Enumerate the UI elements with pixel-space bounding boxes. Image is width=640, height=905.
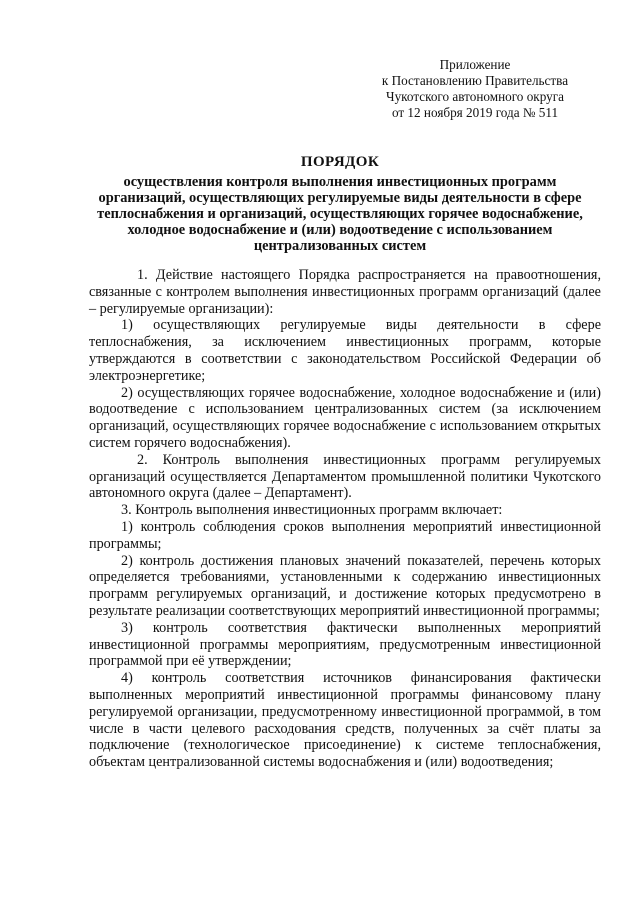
appendix-line-1: Приложение xyxy=(439,57,511,72)
paragraph-3-item-3: 3) контроль соответствия фактически выполненных мероприятий инвестиционной программы мероприятиям, предусмотренным инвестиционной программой при её утверждении; xyxy=(89,619,601,670)
paragraph-3-item-4: 4) контроль соответствия источников финансирования фактически выполненных мероприятий инвестиционной программы финансовому плану регулируемой организации, предусмотренному инвестиционной программой, в том числе в части целевого расходования средств, полученных за счёт платы за подключение (технологическое присоединение) к системе теплоснабжения, объектам централизованной системы водоснабжения и (или) водоотведения; xyxy=(89,670,601,771)
document-body xyxy=(89,267,601,771)
paragraph-1-item-1: 1) осуществляющих регулируемые виды деятельности в сфере теплоснабжения, за исключением инвестиционных программ, которые утверждаются в соответствии с законодательством Российской Федерации об электроэнергетике; xyxy=(89,317,601,384)
paragraph-1-item-2: 2) осуществляющих горячее водоснабжение, холодное водоснабжение и (или) водоотведение с использованием централизованных систем (за исключением организаций, осуществляющих горячее водоснабжение с использованием открытых систем горячего водоснабжения). xyxy=(89,384,601,451)
paragraph-3-item-2: 2) контроль достижения плановых значений показателей, перечень которых определяется требованиями, установленными к содержанию инвестиционных программ регулируемых организаций, и достижение которых предусмотрено в результате реализации соответствующих мероприятий инвестиционной программы; xyxy=(89,552,601,619)
title-subtitle-line-3: теплоснабжения и организаций, осуществляющих горячее водоснабжение, xyxy=(97,206,583,222)
document-title xyxy=(80,153,600,254)
paragraph-1: 1. Действие настоящего Порядка распространяется на правоотношения, связанные с контролем выполнения инвестиционных программ организаций (далее – регулируемые организации): xyxy=(89,267,601,317)
title-subtitle-line-2: организаций, осуществляющих регулируемые виды деятельности в сфере xyxy=(98,190,582,206)
title-heading: ПОРЯДОК xyxy=(300,154,380,170)
appendix-line-2: к Постановлению Правительства xyxy=(381,73,569,88)
title-subtitle-line-4: холодное водоснабжение и (или) водоотведение с использованием xyxy=(127,222,553,238)
paragraph-2: 2. Контроль выполнения инвестиционных программ регулируемых организаций осуществляется Департаментом промышленной политики Чукотского автономного округа (далее – Департамент). xyxy=(89,451,601,502)
appendix-line-3: Чукотского автономного округа xyxy=(386,89,564,104)
paragraph-3-item-1: 1) контроль соблюдения сроков выполнения мероприятий инвестиционной программы; xyxy=(89,518,601,552)
appendix-block xyxy=(360,57,590,121)
title-subtitle-line-1: осуществления контроля выполнения инвестиционных программ xyxy=(123,174,557,190)
title-subtitle-line-5: централизованных систем xyxy=(253,238,427,254)
appendix-line-4: от 12 ноября 2019 года № 511 xyxy=(391,105,559,120)
paragraph-3: 3. Контроль выполнения инвестиционных программ включает: xyxy=(121,502,503,519)
